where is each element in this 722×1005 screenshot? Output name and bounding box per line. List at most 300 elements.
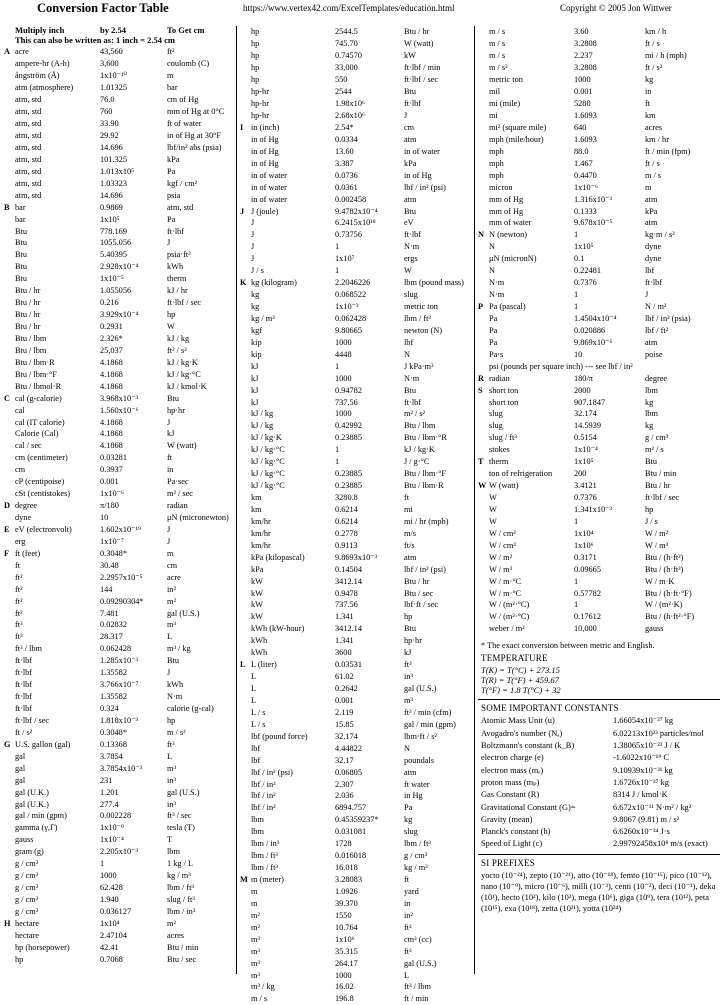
conversion-row bbox=[4, 786, 230, 798]
from-unit: m / s bbox=[489, 27, 506, 37]
conversion-row bbox=[240, 169, 470, 181]
to-unit: ft·lbf / sec bbox=[645, 493, 680, 503]
to-unit: J bbox=[167, 536, 171, 546]
from-unit: dyne bbox=[15, 513, 32, 523]
to-unit: atm, std bbox=[167, 202, 194, 212]
conversion-row bbox=[4, 882, 230, 894]
factor: 760 bbox=[100, 107, 113, 117]
to-unit: cm of Hg bbox=[167, 95, 199, 105]
from-unit: Calorie (Cal) bbox=[15, 429, 59, 439]
to-unit: ft·lbf bbox=[645, 278, 663, 288]
to-unit: m / s bbox=[645, 170, 662, 180]
constant-row bbox=[481, 752, 720, 764]
from-unit: J bbox=[251, 230, 255, 240]
constant-row bbox=[481, 764, 720, 776]
conversion-row bbox=[240, 480, 470, 492]
to-unit: lbm bbox=[645, 409, 658, 419]
from-unit: hp bbox=[251, 75, 260, 85]
to-unit: ft / min (fpm) bbox=[645, 146, 691, 156]
factor: 1x10⁵ bbox=[574, 457, 594, 467]
factor: π/180 bbox=[100, 501, 119, 511]
factor: 88.0 bbox=[574, 146, 589, 156]
from-unit: mil bbox=[489, 87, 501, 97]
factor: 0.17612 bbox=[574, 612, 601, 622]
to-unit: bar bbox=[167, 83, 178, 93]
factor: 1.285x10⁻³ bbox=[100, 656, 138, 666]
from-unit: lbm / ft³ bbox=[251, 863, 278, 873]
constant-row bbox=[481, 776, 720, 788]
from-unit: atm, std bbox=[15, 142, 42, 152]
conversion-row bbox=[478, 539, 720, 551]
from-unit: psi (pounds per square inch) --- see lbf / in² bbox=[489, 361, 633, 371]
conversion-row bbox=[240, 897, 470, 909]
to-unit: lbm / ft³ bbox=[167, 883, 194, 893]
from-unit: slug / ft³ bbox=[489, 433, 517, 443]
to-unit: J / g·°C bbox=[404, 457, 430, 467]
from-unit: cP (centipoise) bbox=[15, 477, 65, 487]
factor: 35.315 bbox=[335, 946, 358, 956]
to-unit: coulomb (C) bbox=[167, 59, 210, 69]
factor: 2544.5 bbox=[335, 27, 358, 37]
from-unit: stokes bbox=[489, 445, 510, 455]
conversion-row bbox=[478, 408, 720, 420]
to-unit: Pa bbox=[167, 214, 176, 224]
conversion-row bbox=[4, 416, 230, 428]
from-unit: lbm bbox=[251, 815, 264, 825]
factor: 1 bbox=[335, 361, 340, 371]
to-unit: ft³ / lbm bbox=[404, 982, 431, 992]
factor: 3.929x10⁻⁴ bbox=[100, 310, 139, 320]
from-unit: mph (mile/hour) bbox=[489, 134, 544, 144]
from-unit: kg bbox=[251, 302, 260, 312]
factor: 0.216 bbox=[100, 298, 119, 308]
to-unit: ft / s² bbox=[645, 63, 663, 73]
from-unit: g / cm³ bbox=[15, 895, 39, 905]
to-unit: Btu / hr bbox=[645, 481, 671, 491]
conversion-row bbox=[240, 348, 470, 360]
conversion-row bbox=[4, 941, 230, 953]
factor: 0.9869 bbox=[100, 202, 123, 212]
to-unit: radian bbox=[167, 501, 188, 511]
conversion-row bbox=[478, 432, 720, 444]
to-unit: kg bbox=[645, 421, 654, 431]
factor: 1x10⁵ bbox=[100, 214, 120, 224]
conversion-row bbox=[478, 336, 720, 348]
factor: 0.002228 bbox=[100, 811, 132, 821]
to-unit: lbm / ft³ bbox=[404, 313, 431, 323]
from-unit: mph bbox=[489, 170, 504, 180]
conversion-row bbox=[4, 118, 230, 130]
factor: 1.4504x10⁻⁴ bbox=[574, 313, 617, 323]
to-unit: kJ / kg·°C bbox=[167, 369, 201, 379]
from-unit: bar bbox=[15, 202, 26, 212]
from-unit: hectare bbox=[15, 918, 39, 928]
conversion-row bbox=[4, 285, 230, 297]
from-unit: kPa bbox=[251, 564, 264, 574]
from-unit: ft·lbf bbox=[15, 692, 33, 702]
factor: 3280.8 bbox=[335, 493, 358, 503]
factor: 0.09290304* bbox=[100, 596, 144, 606]
to-unit: lbf·ft / sec bbox=[404, 600, 439, 610]
to-unit: calorie (g-cal) bbox=[167, 704, 214, 714]
conversion-row bbox=[478, 515, 720, 527]
factor: 7.481 bbox=[100, 608, 119, 618]
factor: 0.068522 bbox=[335, 290, 367, 300]
factor: 0.23885 bbox=[335, 481, 362, 491]
factor: 0.031081 bbox=[335, 827, 367, 837]
from-unit: Btu bbox=[15, 238, 27, 248]
constant-row bbox=[481, 739, 720, 751]
factor: 1.467 bbox=[574, 158, 593, 168]
to-unit: in bbox=[167, 465, 174, 475]
factor: 0.09665 bbox=[574, 564, 601, 574]
to-unit: W / m² bbox=[645, 528, 669, 538]
to-unit: kJ / kg bbox=[167, 333, 190, 343]
conversion-row bbox=[4, 667, 230, 679]
conversion-row bbox=[240, 110, 470, 122]
factor: 1x10⁻³ bbox=[335, 302, 359, 312]
factor: 2.2046226 bbox=[335, 278, 371, 288]
from-unit: kW bbox=[251, 588, 263, 598]
constant-value: 6.6260x10⁻³⁴ J·s bbox=[613, 827, 670, 837]
conversion-row bbox=[240, 133, 470, 145]
factor: 0.45359237* bbox=[335, 815, 379, 825]
constant-row bbox=[481, 727, 720, 739]
from-unit: hectare bbox=[15, 930, 39, 940]
from-unit: μN (micronN) bbox=[489, 254, 537, 264]
conversion-list-3 bbox=[478, 26, 720, 635]
constant-row bbox=[481, 789, 720, 801]
from-unit: kJ / kg·°C bbox=[251, 469, 285, 479]
from-unit: kJ / kg bbox=[251, 409, 274, 419]
constants-list bbox=[478, 715, 720, 850]
conversion-row bbox=[478, 229, 720, 241]
to-unit: cm bbox=[167, 560, 178, 570]
factor: 1 bbox=[574, 600, 579, 610]
conversion-row bbox=[240, 695, 470, 707]
to-unit: Btu / lbm·°F bbox=[404, 469, 447, 479]
conversion-row bbox=[478, 396, 720, 408]
factor: 3412.14 bbox=[335, 576, 362, 586]
temperature-line: T(°F) = 1.8 T(°C) + 32 bbox=[481, 684, 561, 695]
conversion-row bbox=[4, 822, 230, 834]
factor: 0.0334 bbox=[335, 134, 358, 144]
from-unit: Btu / hr bbox=[15, 298, 41, 308]
from-unit: bar bbox=[15, 214, 26, 224]
conversion-row bbox=[240, 993, 470, 1005]
to-unit: J bbox=[167, 524, 171, 534]
constant-row bbox=[481, 825, 720, 837]
factor: 29.92 bbox=[100, 131, 119, 141]
factor: 0.3048* bbox=[100, 548, 127, 558]
factor: 1.013x10⁵ bbox=[100, 166, 135, 176]
from-unit: gal (U.K.) bbox=[15, 787, 49, 797]
factor: 2.54* bbox=[335, 122, 354, 132]
conversion-row bbox=[4, 94, 230, 106]
conversion-row bbox=[478, 444, 720, 456]
conversion-row bbox=[240, 730, 470, 742]
section-letter: B bbox=[4, 202, 10, 212]
conversion-row bbox=[240, 145, 470, 157]
to-unit: ft² / s² bbox=[167, 345, 187, 355]
to-unit: m³ / kg bbox=[167, 644, 191, 654]
to-unit: kg·m / s² bbox=[645, 230, 675, 240]
conversion-row bbox=[240, 551, 470, 563]
conversion-row bbox=[478, 110, 720, 122]
to-unit: hp bbox=[645, 504, 654, 514]
factor: 0.324 bbox=[100, 704, 119, 714]
from-unit: Pa (pascal) bbox=[489, 302, 526, 312]
from-unit: m bbox=[251, 886, 258, 896]
to-unit: metric ton bbox=[404, 302, 438, 312]
from-unit: kg (kilogram) bbox=[251, 278, 297, 288]
to-unit: mi bbox=[404, 504, 413, 514]
conversion-row bbox=[240, 241, 470, 253]
to-unit: dyne bbox=[645, 242, 662, 252]
conversion-row bbox=[4, 643, 230, 655]
to-unit: ft bbox=[645, 99, 651, 109]
from-unit: Btu / lbm·°F bbox=[15, 369, 58, 379]
section-letter: L bbox=[240, 660, 246, 670]
to-unit: J bbox=[167, 238, 171, 248]
to-unit: W / m³ bbox=[645, 540, 669, 550]
factor: 778.169 bbox=[100, 226, 127, 236]
conversion-row bbox=[240, 408, 470, 420]
conversion-row bbox=[4, 249, 230, 261]
factor: 550 bbox=[335, 75, 348, 85]
conversion-row bbox=[478, 253, 720, 265]
to-unit: therm bbox=[167, 274, 187, 284]
to-unit: atm bbox=[645, 218, 658, 228]
to-unit: ft / s bbox=[645, 39, 660, 49]
from-unit: ft·lbf bbox=[15, 668, 33, 678]
conversion-row bbox=[240, 193, 470, 205]
to-unit: J bbox=[167, 417, 171, 427]
from-unit: U.S. gallon (gal) bbox=[15, 739, 71, 749]
from-unit: gal (U.K.) bbox=[15, 799, 49, 809]
factor: 4.44822 bbox=[335, 743, 362, 753]
to-unit: lbm / ft³ bbox=[404, 839, 431, 849]
to-unit: W / m·K bbox=[645, 576, 675, 586]
conversion-row bbox=[478, 26, 720, 38]
conversion-row bbox=[240, 766, 470, 778]
from-unit: J (joule) bbox=[251, 206, 279, 216]
to-unit: kW bbox=[404, 51, 416, 61]
factor: 4448 bbox=[335, 349, 352, 359]
conversion-row bbox=[4, 488, 230, 500]
factor: 43,560 bbox=[100, 47, 123, 57]
to-unit: ft bbox=[167, 453, 173, 463]
factor: 14.5939 bbox=[574, 421, 601, 431]
conversion-row bbox=[4, 392, 230, 404]
to-unit: gauss bbox=[645, 624, 664, 634]
conversion-row bbox=[240, 933, 470, 945]
to-unit: J / s bbox=[645, 516, 658, 526]
to-unit: newton (N) bbox=[404, 325, 443, 335]
from-unit: W bbox=[489, 516, 497, 526]
from-unit: kJ bbox=[251, 385, 259, 395]
from-unit: m² bbox=[251, 922, 260, 932]
to-unit: N·m bbox=[167, 692, 183, 702]
factor: 1 bbox=[335, 242, 340, 252]
from-unit: kJ / kg·K bbox=[251, 433, 282, 443]
from-unit: radian bbox=[489, 373, 510, 383]
constant-value: 9.10939x10⁻³¹ kg bbox=[613, 765, 673, 775]
conversion-row bbox=[240, 599, 470, 611]
factor: 196.8 bbox=[335, 994, 354, 1004]
factor: 0.5154 bbox=[574, 433, 597, 443]
factor: 2.205x10⁻³ bbox=[100, 847, 138, 857]
conversion-row bbox=[4, 237, 230, 249]
from-unit: in of water bbox=[251, 194, 287, 204]
to-unit: tesla (T) bbox=[167, 823, 195, 833]
conversion-row bbox=[4, 679, 230, 691]
factor: 3.4121 bbox=[574, 481, 597, 491]
factor: 0.1 bbox=[574, 254, 585, 264]
from-unit: Pa bbox=[489, 325, 498, 335]
factor: 0.7376 bbox=[574, 493, 597, 503]
to-unit: m² / s² bbox=[404, 409, 426, 419]
to-unit: ft of water bbox=[167, 119, 202, 129]
from-unit: Btu / lbmol·R bbox=[15, 381, 62, 391]
to-unit: atm bbox=[404, 767, 417, 777]
from-unit: L (liter) bbox=[251, 660, 277, 670]
conversion-row bbox=[478, 122, 720, 134]
factor: 737.56 bbox=[335, 397, 358, 407]
from-unit: gauss bbox=[15, 835, 34, 845]
conversion-list-1 bbox=[4, 46, 230, 965]
column-2 bbox=[240, 26, 470, 1004]
from-unit: lbf / in² (psi) bbox=[251, 767, 293, 777]
conversion-row bbox=[478, 145, 720, 157]
factor: 0.001 bbox=[100, 477, 119, 487]
factor: 1x10⁻⁴ bbox=[100, 835, 124, 845]
factor: 1x10⁻⁶ bbox=[574, 182, 598, 192]
conversion-row bbox=[240, 122, 470, 134]
from-unit: mph bbox=[489, 146, 504, 156]
constant-value: 1.66054x10⁻²⁷ kg bbox=[613, 716, 674, 726]
factor: 2.119 bbox=[335, 707, 354, 717]
from-unit: Pa bbox=[489, 337, 498, 347]
from-unit: hp bbox=[251, 39, 260, 49]
factor: 1728 bbox=[335, 839, 352, 849]
from-unit: ft·lbf / sec bbox=[15, 715, 50, 725]
to-unit: kg bbox=[645, 75, 654, 85]
conversion-row bbox=[240, 26, 470, 38]
conversion-row bbox=[240, 86, 470, 98]
from-unit: in of Hg bbox=[251, 146, 279, 156]
from-unit: hp bbox=[251, 63, 260, 73]
to-unit: Btu / lbm·°R bbox=[404, 433, 447, 443]
from-unit: gram (g) bbox=[15, 847, 44, 857]
factor: 3.7854 bbox=[100, 751, 123, 761]
factor: 1x10⁶ bbox=[574, 540, 594, 550]
from-unit: L / s bbox=[251, 707, 266, 717]
factor: 9.869x10⁻⁶ bbox=[574, 337, 613, 347]
factor: 1x10⁶ bbox=[335, 934, 355, 944]
conversion-row bbox=[240, 468, 470, 480]
factor: 1 bbox=[574, 230, 579, 240]
to-unit: kJ bbox=[404, 648, 412, 658]
conversion-row bbox=[240, 575, 470, 587]
conversion-row bbox=[240, 886, 470, 898]
to-unit: Btu bbox=[167, 393, 179, 403]
source-url[interactable]: https://www.vertex42.com/ExcelTemplates/education.html bbox=[243, 3, 455, 13]
to-unit: cm³ (cc) bbox=[404, 934, 432, 944]
conversion-row bbox=[478, 372, 720, 384]
factor: 1.35582 bbox=[100, 668, 127, 678]
from-unit: Btu bbox=[15, 226, 27, 236]
to-unit: 1 kg / L bbox=[167, 859, 194, 869]
from-unit: slug bbox=[489, 421, 503, 431]
factor: 1000 bbox=[335, 970, 352, 980]
to-unit: kWh bbox=[167, 680, 184, 690]
to-unit: ft bbox=[404, 493, 410, 503]
factor: 1 bbox=[335, 445, 340, 455]
constant-name: Atomic Mass Unit (u) bbox=[481, 716, 555, 726]
from-unit: ft³ bbox=[15, 632, 23, 642]
to-unit: atm bbox=[404, 134, 417, 144]
to-unit: gal (U.S.) bbox=[404, 958, 437, 968]
from-unit: ft³ bbox=[15, 620, 23, 630]
factor: 0.3937 bbox=[100, 465, 123, 475]
factor: 0.2778 bbox=[335, 528, 358, 538]
conversion-row bbox=[240, 945, 470, 957]
to-unit: kPa bbox=[645, 206, 658, 216]
conversion-row bbox=[240, 778, 470, 790]
to-unit: Btu bbox=[404, 87, 416, 97]
factor: 0.001 bbox=[574, 87, 593, 97]
conversion-row bbox=[240, 277, 470, 289]
factor: 0.57782 bbox=[574, 588, 601, 598]
to-unit: Btu bbox=[404, 206, 416, 216]
factor: 1x10⁻⁷ bbox=[100, 536, 124, 546]
to-unit: Pa·sec bbox=[167, 477, 189, 487]
conversion-row bbox=[478, 575, 720, 587]
to-unit: hp·hr bbox=[167, 405, 185, 415]
factor: 33,000 bbox=[335, 63, 358, 73]
from-unit: atm (atmosphere) bbox=[15, 83, 74, 93]
footnote: * The exact conversion between metric and English. bbox=[481, 640, 655, 650]
conversion-row bbox=[4, 798, 230, 810]
conversion-row bbox=[4, 428, 230, 440]
from-unit: kW bbox=[251, 576, 263, 586]
factor: 42.41 bbox=[100, 942, 119, 952]
to-unit: W (watt) bbox=[167, 441, 197, 451]
from-unit: mi (mile) bbox=[489, 99, 521, 109]
from-unit: in of water bbox=[251, 170, 287, 180]
constant-row bbox=[481, 813, 720, 825]
factor: 0.73756 bbox=[335, 230, 362, 240]
conversion-row bbox=[478, 265, 720, 277]
from-unit: ft·lbf bbox=[15, 656, 33, 666]
from-unit: J bbox=[251, 254, 255, 264]
factor: 0.1333 bbox=[574, 206, 597, 216]
factor: 0.002458 bbox=[335, 194, 367, 204]
factor: 1.98x10⁶ bbox=[335, 99, 365, 109]
constant-value: 6.672x10⁻¹¹ N·m² / kg² bbox=[613, 802, 692, 812]
conversion-row bbox=[4, 894, 230, 906]
factor: 10 bbox=[574, 349, 583, 359]
conversion-row bbox=[4, 177, 230, 189]
factor: 640 bbox=[574, 122, 587, 132]
conversion-row bbox=[4, 535, 230, 547]
conversion-row bbox=[240, 802, 470, 814]
to-unit: ft³ bbox=[404, 660, 412, 670]
from-unit: Btu bbox=[15, 274, 27, 284]
factor: 6.2415x10¹⁸ bbox=[335, 218, 376, 228]
conversion-row bbox=[240, 205, 470, 217]
